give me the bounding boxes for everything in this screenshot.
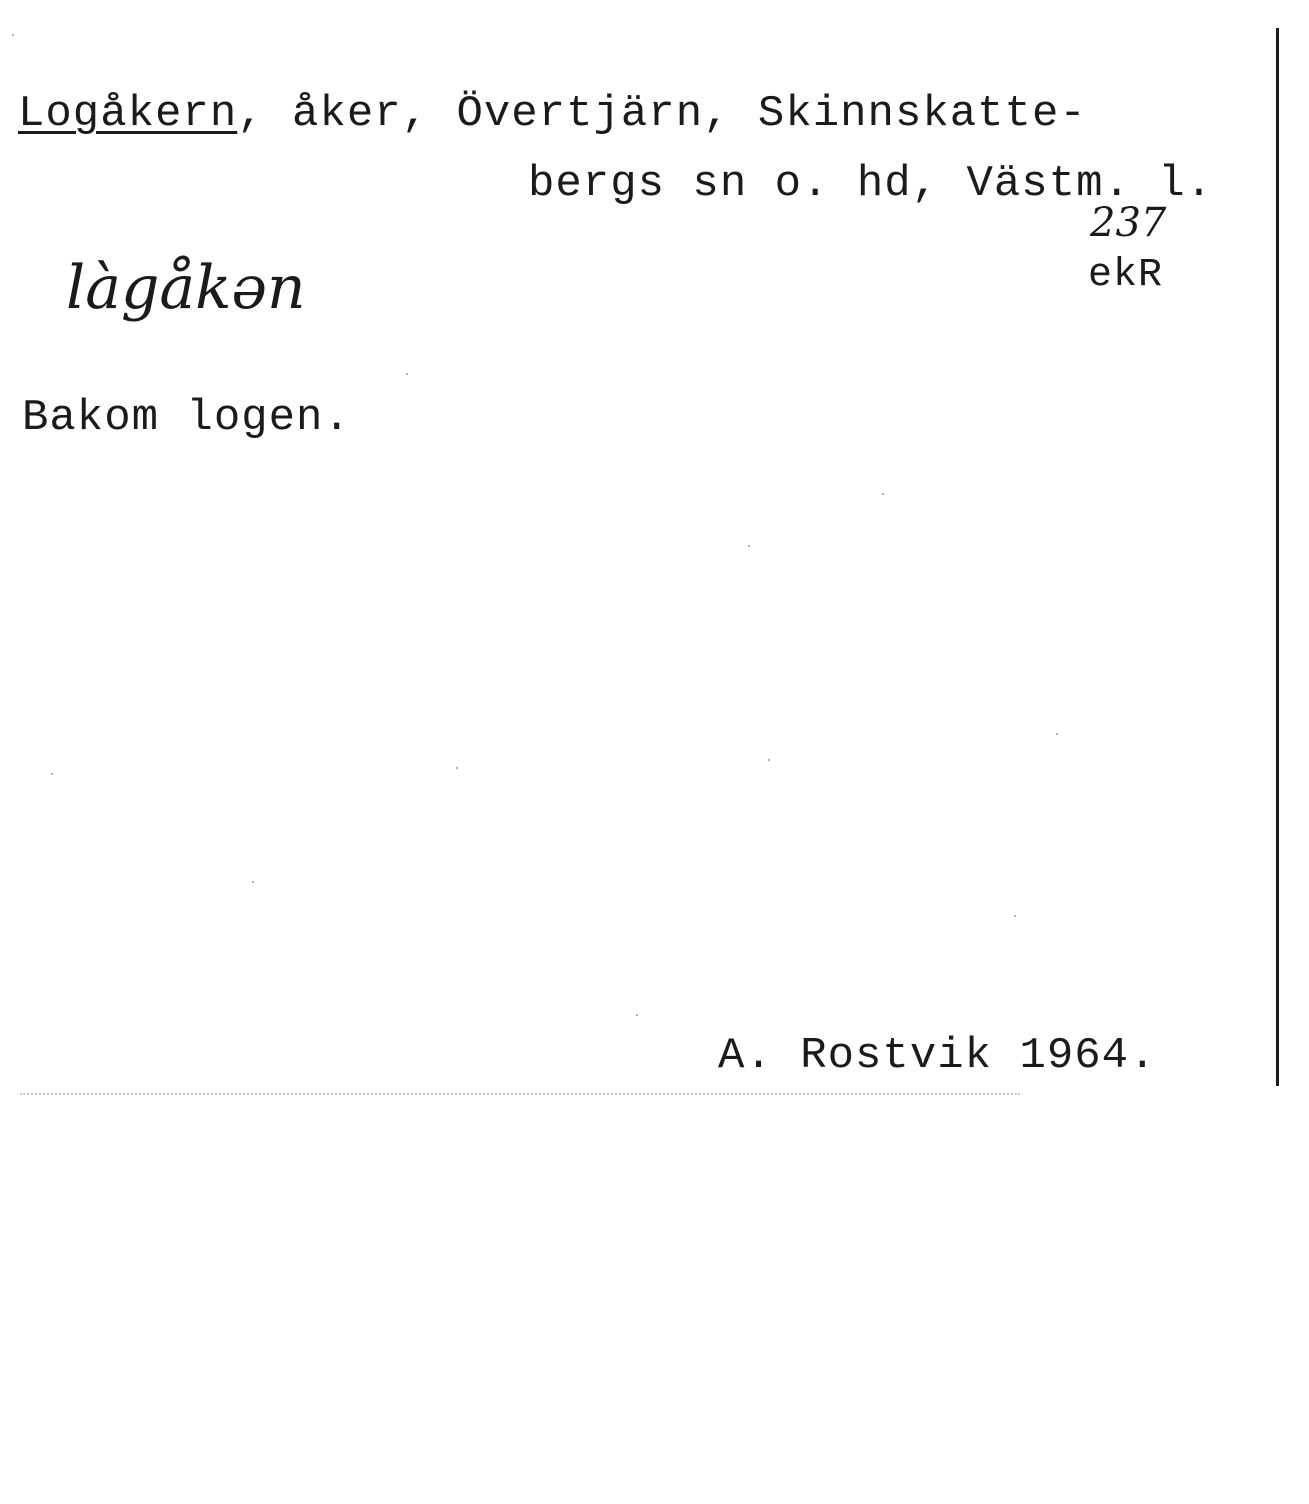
pronunciation: làgåkən xyxy=(66,253,306,323)
dust-speck xyxy=(636,1014,638,1016)
headword: Logåkern xyxy=(18,89,238,139)
card-number: 237 xyxy=(1090,200,1167,246)
dust-speck xyxy=(406,373,408,375)
dust-speck xyxy=(456,767,458,769)
card-bottom-edge xyxy=(20,1093,1020,1095)
dust-speck xyxy=(882,493,884,495)
dust-speck xyxy=(1056,733,1058,735)
title-line xyxy=(18,89,1087,139)
signature: A. Rostvik 1964. xyxy=(718,1031,1157,1081)
dust-speck xyxy=(51,773,53,775)
dust-speck xyxy=(1014,915,1016,917)
card-edge-rule xyxy=(1276,28,1279,1086)
dust-speck xyxy=(12,34,14,36)
collector-code: ekR xyxy=(1088,253,1164,298)
dust-speck xyxy=(748,545,750,547)
location-line: bergs sn o. hd, Västm. l. xyxy=(528,159,1214,209)
dust-speck xyxy=(252,881,254,883)
explanation: Bakom logen. xyxy=(22,393,351,443)
title-line-rest: , åker, Övertjärn, Skinnskatte- xyxy=(237,89,1087,139)
dust-speck xyxy=(768,759,770,761)
